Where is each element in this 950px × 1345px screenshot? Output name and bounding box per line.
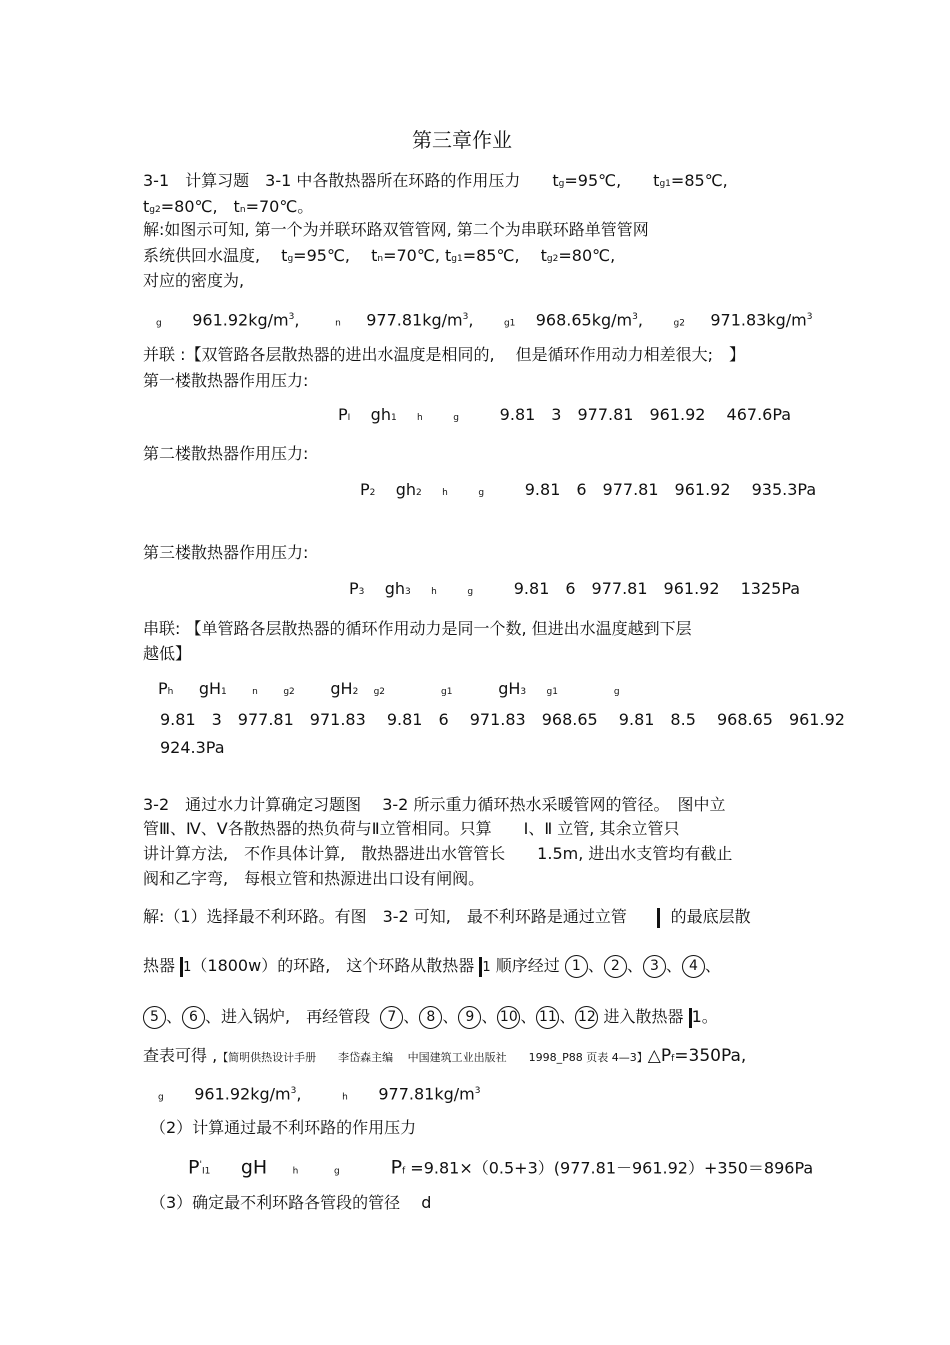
- step-1-line-3: 5 、 6 、进入锅炉, 再经管段 7 、 8 、 9 、 10 、 11 、 12 进入散热器 1。: [143, 1006, 718, 1029]
- floor-1-label: 第一楼散热器作用压力:: [143, 371, 309, 390]
- floor-3-formula: P3 gh3 h g 9.81 6 977.81 961.92 1325Pa: [349, 579, 801, 598]
- segment-3-marker: 3: [643, 955, 666, 978]
- series-formula: Ph gH1 n g2 gH2 g2 g1 gH3 g1 g: [158, 679, 620, 698]
- segment-4-marker: 4: [682, 955, 705, 978]
- step-2-heading: （2）计算通过最不利环路的作用压力: [150, 1118, 417, 1137]
- series-numbers: 9.81 3 977.81 971.83 9.81 6 971.83 968.65 9.81 8.5 968.65 961.92: [160, 710, 845, 729]
- problem-3-2-line-1: 3-2 通过水力计算确定习题图 3-2 所示重力循环热水采暖管网的管径。 图中立: [143, 795, 726, 814]
- density-values-2: g $961.92kg/m^3$, h $977.81kg/m^3$: [158, 1084, 481, 1104]
- step-1-line-1: 解:（1）选择最不利环路。有图 3-2 可知, 最不利环路是通过立管 的最底层散: [143, 907, 751, 926]
- segment-9-marker: 9: [458, 1006, 481, 1029]
- segment-5-marker: 5: [143, 1006, 166, 1029]
- step-2-formula: P'I1 gH h g Pf =9.81×（0.5+3）(977.81－961.92）+350＝896Pa: [188, 1156, 814, 1179]
- floor-2-formula: P2 gh2 h g 9.81 6 977.81 961.92 935.3Pa: [360, 480, 817, 499]
- segment-7-marker: 7: [380, 1006, 403, 1029]
- density-values: g $961.92kg/m^3$, n $977.81kg/m^3$, g1 $968.65kg/m^3$, g2 $971.83kg/m^3$: [156, 310, 813, 330]
- floor-1-formula: PI gh1 h g 9.81 3 977.81 961.92 467.6Pa: [338, 405, 792, 424]
- floor-2-label: 第二楼散热器作用压力:: [143, 444, 309, 463]
- segment-11-marker: 11: [536, 1006, 559, 1029]
- problem-3-1-line-1: 3-1 计算习题 3-1 中各散热器所在环路的作用压力 tg=95℃, tg1=85℃,: [143, 171, 728, 190]
- series-note-2: 越低】: [143, 644, 192, 663]
- segment-6-marker: 6: [182, 1006, 205, 1029]
- temperatures-line: 系统供回水温度, tg=95℃, tn=70℃, tg1=85℃, tg2=80℃,: [143, 246, 616, 265]
- table-lookup-line: 查表可得 ,【简明供热设计手册 李岱森主编 中国建筑工业出版社 1998_P88 页表 4—3】△Pf=350Pa,: [143, 1046, 747, 1066]
- riser-i-symbol: [657, 908, 660, 928]
- page-title: 第三章作业: [412, 128, 512, 152]
- floor-3-label: 第三楼散热器作用压力:: [143, 543, 309, 562]
- segment-12-marker: 12: [575, 1006, 598, 1029]
- segment-8-marker: 8: [419, 1006, 442, 1029]
- step-3-heading: （3）确定最不利环路各管段的管径 d: [150, 1193, 432, 1212]
- parallel-note: 并联 :【双管路各层散热器的进出水温度是相同的, 但是循环作用动力相差很大; 】: [143, 345, 746, 364]
- segment-1-marker: 1: [565, 955, 588, 978]
- problem-3-2-line-4: 阀和乙字弯, 每根立管和热源进出口设有闸阀。: [143, 869, 485, 888]
- series-result: 924.3Pa: [160, 738, 225, 757]
- step-1-line-2: 热器 1（1800w）的环路, 这个环路从散热器 1 顺序经过 1 、 2 、 3 、 4 、: [143, 955, 721, 979]
- segment-2-marker: 2: [604, 955, 627, 978]
- segment-10-marker: 10: [497, 1006, 520, 1029]
- series-note-1: 串联: 【单管路各层散热器的循环作用动力是同一个数, 但进出水温度越到下层: [143, 619, 692, 638]
- problem-3-2-line-3: 讲计算方法, 不作具体计算, 散热器进出水管管长 1.5m, 进出水支管均有截止: [143, 844, 733, 863]
- problem-3-2-line-2: 管Ⅲ、Ⅳ、Ⅴ各散热器的热负荷与Ⅱ立管相同。只算 Ⅰ、Ⅱ 立管, 其余立管只: [143, 819, 680, 838]
- solution-text: 解:如图示可知, 第一个为并联环路双管管网, 第二个为串联环路单管管网: [143, 220, 649, 239]
- problem-3-1-line-2: tg2=80℃, tn=70℃。: [143, 197, 314, 216]
- density-label: 对应的密度为,: [143, 271, 245, 290]
